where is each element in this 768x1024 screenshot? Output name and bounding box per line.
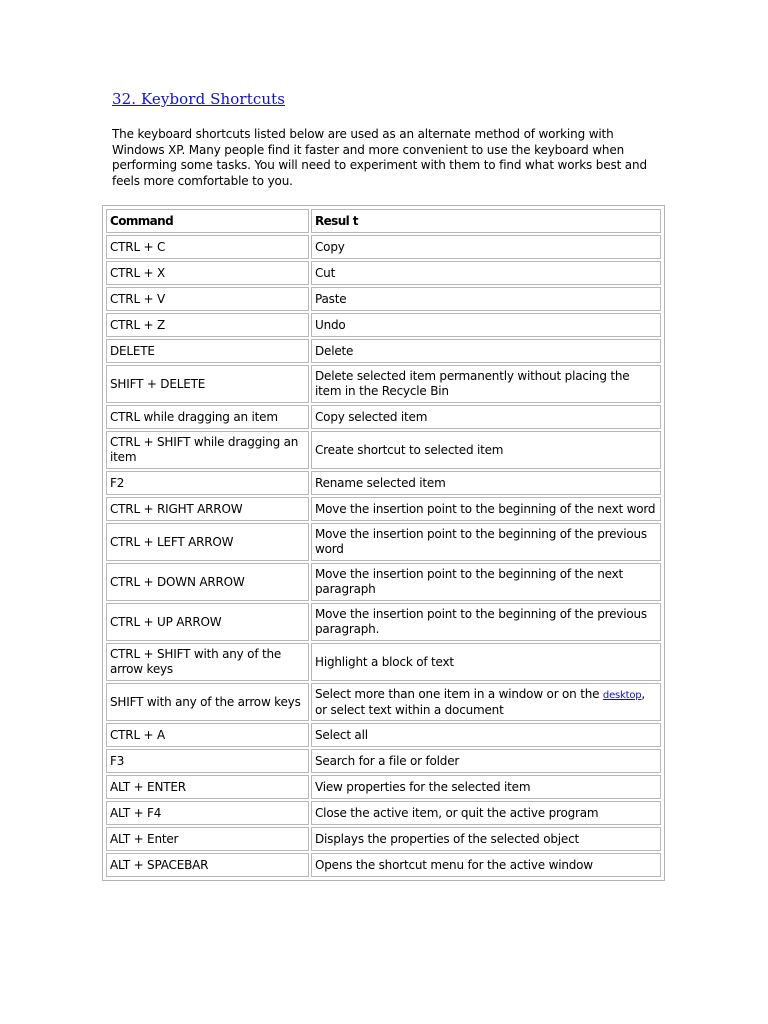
command-cell: DELETE xyxy=(106,339,309,363)
command-cell: ALT + ENTER xyxy=(106,775,309,799)
result-cell: Paste xyxy=(311,287,661,311)
result-text-before-link: Select more than one item in a window or on the xyxy=(315,686,603,701)
command-cell: CTRL + SHIFT with any of the arrow keys xyxy=(106,643,309,681)
result-cell: Search for a file or folder xyxy=(311,749,661,773)
result-cell: Cut xyxy=(311,261,661,285)
intro-paragraph: The keyboard shortcuts listed below are used as an alternate method of working with Windows XP. Many people find it faster and more convenient to use the keyboard when performing some tasks. You will need to experiment with them to find what works best and feels more comfortable to you. xyxy=(112,127,647,188)
table-row xyxy=(106,853,661,877)
shortcuts-table-frame xyxy=(102,205,665,881)
result-cell: Close the active item, or quit the active program xyxy=(311,801,661,825)
table-row xyxy=(106,603,661,641)
result-cell: Move the insertion point to the beginning of the previous paragraph. xyxy=(311,603,661,641)
result-cell: Undo xyxy=(311,313,661,337)
result-cell: Rename selected item xyxy=(311,471,661,495)
table-row xyxy=(106,775,661,799)
command-cell: ALT + F4 xyxy=(106,801,309,825)
table-row xyxy=(106,405,661,429)
command-cell: SHIFT with any of the arrow keys xyxy=(106,683,309,721)
table-row xyxy=(106,523,661,561)
command-cell: F2 xyxy=(106,471,309,495)
table-row xyxy=(106,235,661,259)
command-cell: CTRL + V xyxy=(106,287,309,311)
result-cell: Highlight a block of text xyxy=(311,643,661,681)
table-row xyxy=(106,801,661,825)
result-cell: Move the insertion point to the beginning of the previous word xyxy=(311,523,661,561)
command-cell: CTRL + UP ARROW xyxy=(106,603,309,641)
table-row xyxy=(106,261,661,285)
command-cell: ALT + SPACEBAR xyxy=(106,853,309,877)
result-text-after-link: , or select text within a document xyxy=(315,686,646,717)
table-row xyxy=(106,563,661,601)
command-cell: CTRL + A xyxy=(106,723,309,747)
result-cell: Delete selected item permanently without placing the item in the Recycle Bin xyxy=(311,365,661,403)
table-row xyxy=(106,313,661,337)
result-cell: Select all xyxy=(311,723,661,747)
table-row xyxy=(106,431,661,469)
result-cell: Copy xyxy=(311,235,661,259)
command-cell: SHIFT + DELETE xyxy=(106,365,309,403)
command-cell: ALT + Enter xyxy=(106,827,309,851)
result-cell: Delete xyxy=(311,339,661,363)
table-row xyxy=(106,339,661,363)
desktop-link[interactable]: desktop xyxy=(602,689,642,701)
column-header-result: Resul t xyxy=(311,209,661,233)
table-row xyxy=(106,683,661,721)
result-cell: View properties for the selected item xyxy=(311,775,661,799)
table-row xyxy=(106,471,661,495)
command-cell: CTRL while dragging an item xyxy=(106,405,309,429)
shortcuts-table xyxy=(104,207,663,879)
command-cell: F3 xyxy=(106,749,309,773)
command-cell: CTRL + C xyxy=(106,235,309,259)
table-row xyxy=(106,287,661,311)
result-cell: Displays the properties of the selected object xyxy=(311,827,661,851)
command-cell: CTRL + RIGHT ARROW xyxy=(106,497,309,521)
column-header-command: Command xyxy=(106,209,309,233)
result-cell: Move the insertion point to the beginning of the next word xyxy=(311,497,661,521)
table-row xyxy=(106,749,661,773)
command-cell: CTRL + DOWN ARROW xyxy=(106,563,309,601)
result-cell: Move the insertion point to the beginning of the next paragraph xyxy=(311,563,661,601)
table-header-row xyxy=(106,209,661,233)
command-cell: CTRL + X xyxy=(106,261,309,285)
page-title: 32. Keybord Shortcuts xyxy=(112,90,286,108)
result-cell: Create shortcut to selected item xyxy=(311,431,661,469)
command-cell: CTRL + Z xyxy=(106,313,309,337)
table-row xyxy=(106,643,661,681)
result-cell: Copy selected item xyxy=(311,405,661,429)
table-row xyxy=(106,723,661,747)
result-cell xyxy=(311,683,661,721)
table-row xyxy=(106,827,661,851)
result-cell: Opens the shortcut menu for the active window xyxy=(311,853,661,877)
command-cell: CTRL + LEFT ARROW xyxy=(106,523,309,561)
command-cell: CTRL + SHIFT while dragging an item xyxy=(106,431,309,469)
table-row xyxy=(106,497,661,521)
table-row xyxy=(106,365,661,403)
